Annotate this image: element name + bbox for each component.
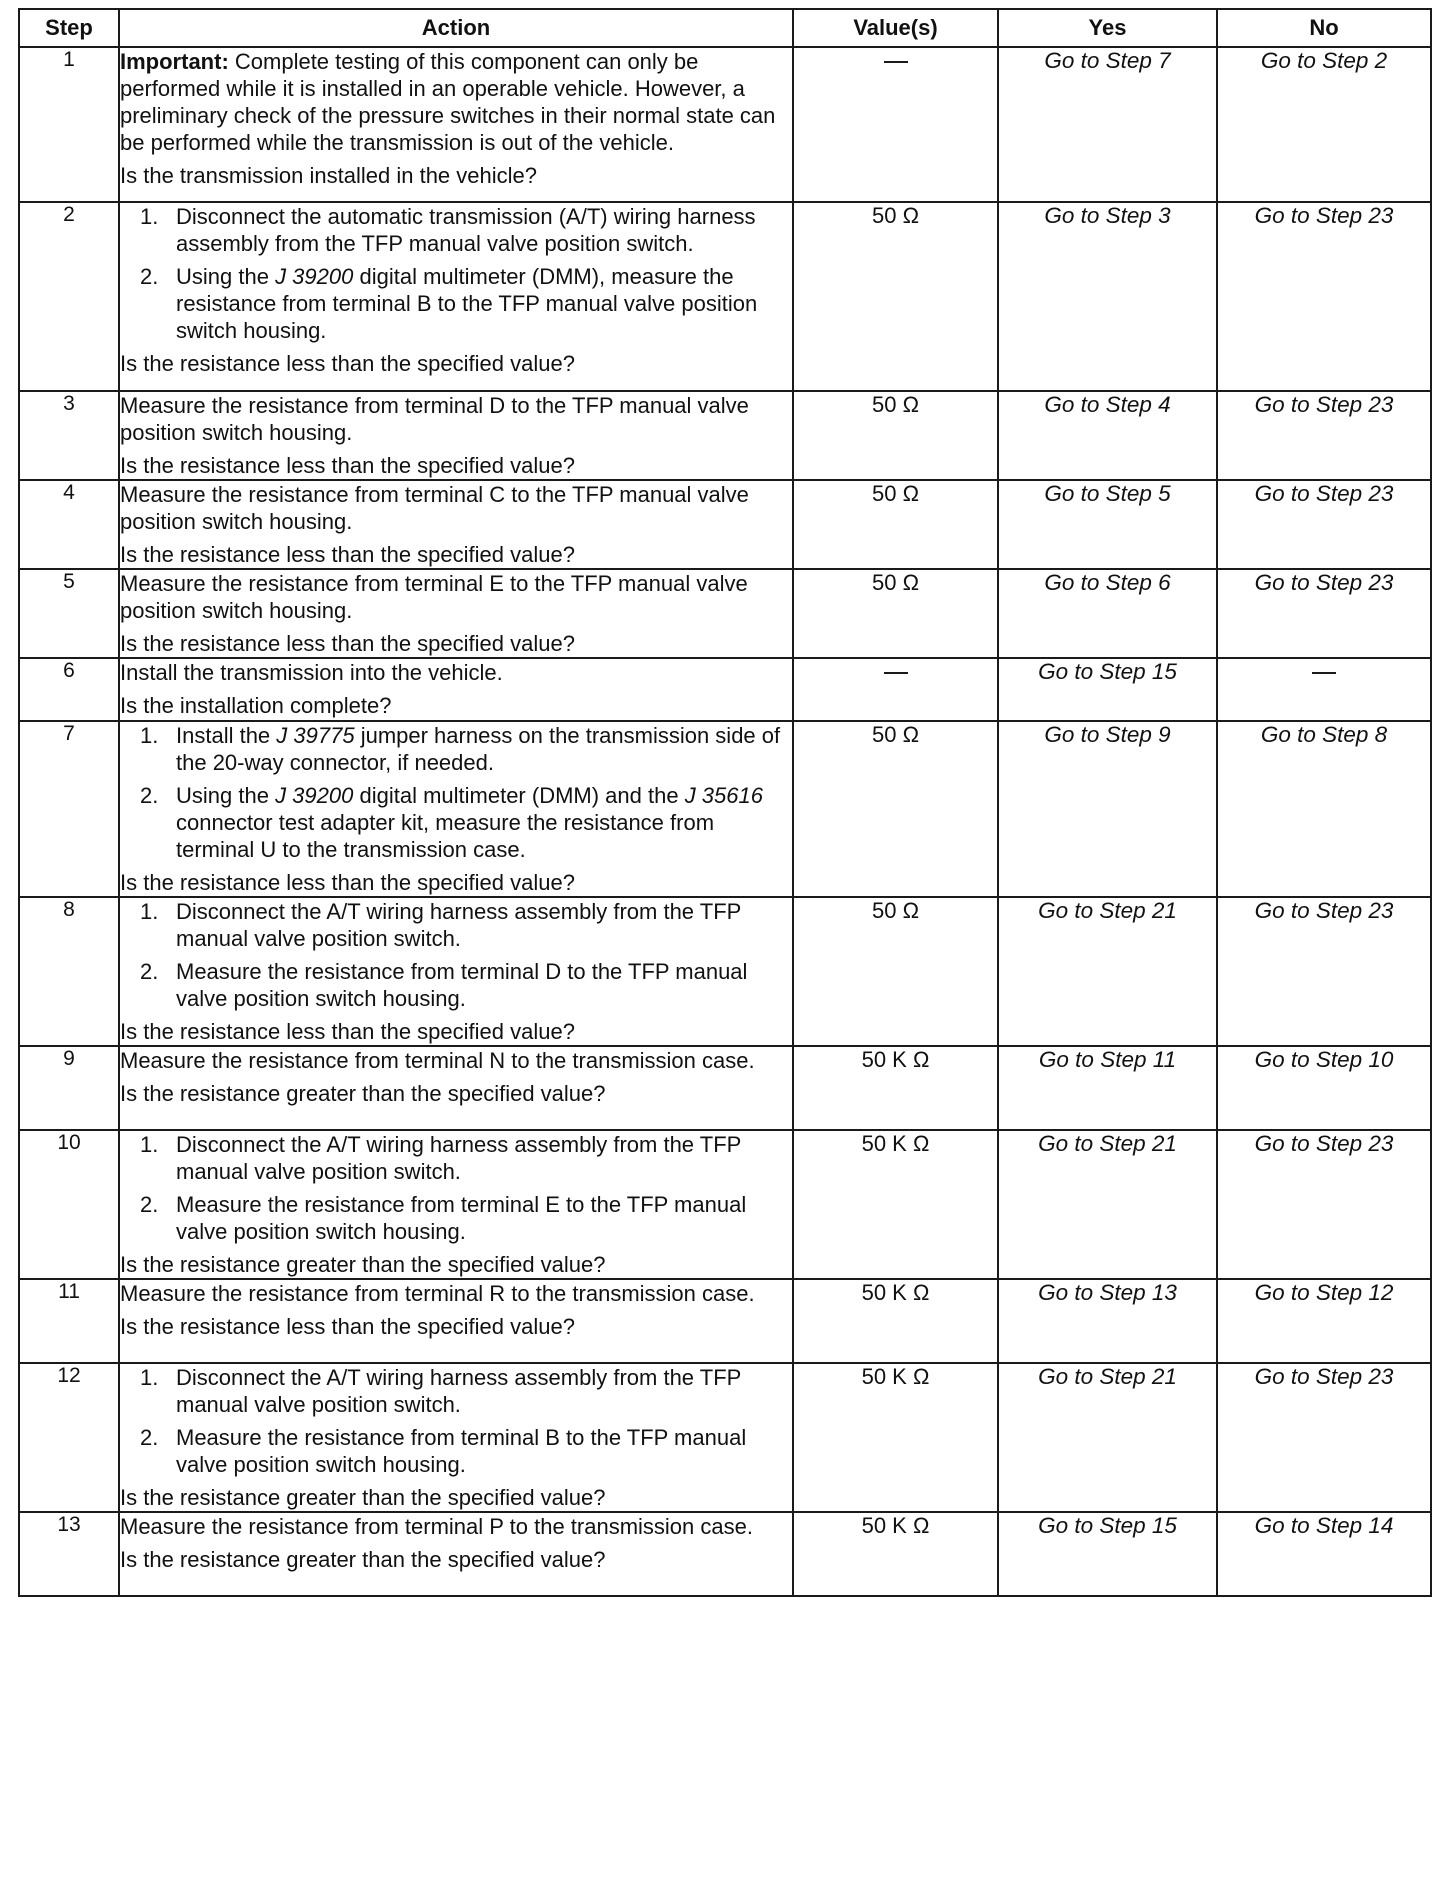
header-step: Step [19, 9, 119, 47]
substep-item [120, 722, 792, 776]
no-action [1217, 658, 1431, 721]
action-question: Is the resistance less than the specified value? [120, 1019, 575, 1044]
no-action: Go to Step 23 [1217, 1130, 1431, 1279]
action-question: Is the installation complete? [120, 693, 392, 718]
substep-text: connector test adapter kit, measure the resistance from terminal U to the transmission case. [176, 810, 715, 862]
step-number: 12 [19, 1363, 119, 1512]
substep-item [120, 1364, 792, 1418]
substep-item [120, 203, 792, 257]
substep-number: 2. [140, 1425, 159, 1450]
substep-item [120, 1191, 792, 1245]
substep-text: digital multimeter (DMM) and the [353, 783, 685, 808]
action-cell [119, 569, 793, 658]
table-row [19, 480, 1431, 569]
no-action: Go to Step 23 [1217, 202, 1431, 391]
table-row [19, 202, 1431, 391]
action-cell [119, 1279, 793, 1363]
value-cell [793, 480, 998, 569]
yes-action: Go to Step 11 [998, 1046, 1217, 1130]
tool-number: J 35616 [684, 783, 763, 808]
substep-list [120, 898, 792, 1012]
value-cell [793, 569, 998, 658]
yes-action: Go to Step 5 [998, 480, 1217, 569]
yes-action: Go to Step 21 [998, 1363, 1217, 1512]
action-question: Is the resistance greater than the specified value? [120, 1547, 606, 1572]
no-action: Go to Step 23 [1217, 391, 1431, 480]
substep-number: 1. [140, 1365, 159, 1390]
substep-list [120, 1364, 792, 1478]
step-number: 9 [19, 1046, 119, 1130]
substep-text: Measure the resistance from terminal E to the TFP manual valve position switch housing. [176, 1192, 747, 1244]
value-text: 50 Ω [871, 392, 920, 417]
action-cell [119, 1512, 793, 1596]
substep-item [120, 1131, 792, 1185]
action-text: Measure the resistance from terminal E to the TFP manual valve position switch housing. [120, 571, 748, 623]
substep-text: digital multimeter (DMM), measure the resistance from terminal B to the TFP manual valve position switch housing. [176, 264, 758, 343]
action-question: Is the resistance less than the specified value? [120, 870, 575, 895]
value-text: 50 K Ω [861, 1280, 930, 1305]
action-text: Measure the resistance from terminal C to the TFP manual valve position switch housing. [120, 482, 749, 534]
substep-number: 2. [140, 1192, 159, 1217]
substep-text: Install the [176, 723, 277, 748]
tool-number: J 39200 [275, 783, 354, 808]
yes-action: Go to Step 6 [998, 569, 1217, 658]
action-cell [119, 1130, 793, 1279]
table-body [19, 47, 1431, 1596]
value-cell [793, 658, 998, 721]
step-number: 5 [19, 569, 119, 658]
important-note [120, 48, 792, 156]
step-number: 10 [19, 1130, 119, 1279]
tool-number: J 39200 [275, 264, 354, 289]
substep-number: 2. [140, 783, 159, 808]
table-row [19, 658, 1431, 721]
yes-action: Go to Step 13 [998, 1279, 1217, 1363]
table-row [19, 391, 1431, 480]
action-question: Is the resistance less than the specified value? [120, 631, 575, 656]
yes-action: Go to Step 9 [998, 721, 1217, 897]
substep-text: Disconnect the automatic transmission (A/T) wiring harness assembly from the TFP manual valve position switch. [176, 204, 756, 256]
substep-text: Disconnect the A/T wiring harness assembly from the TFP manual valve position switch. [176, 1365, 741, 1417]
action-text: Measure the resistance from terminal R to the transmission case. [120, 1281, 755, 1306]
action-cell [119, 47, 793, 202]
no-action: Go to Step 10 [1217, 1046, 1431, 1130]
value-text: 50 K Ω [861, 1364, 930, 1389]
action-text: Install the transmission into the vehicle. [120, 660, 503, 685]
no-dash [1312, 672, 1336, 674]
value-cell [793, 1130, 998, 1279]
table-row [19, 1046, 1431, 1130]
table-row [19, 47, 1431, 202]
table-row [19, 1130, 1431, 1279]
substep-text: Using the [176, 783, 276, 808]
no-action: Go to Step 2 [1217, 47, 1431, 202]
action-question: Is the resistance less than the specified value? [120, 1314, 575, 1339]
table-row [19, 897, 1431, 1046]
substep-text: Disconnect the A/T wiring harness assembly from the TFP manual valve position switch. [176, 899, 741, 951]
value-text: 50 Ω [871, 898, 920, 923]
step-number: 3 [19, 391, 119, 480]
substep-list [120, 203, 792, 344]
step-number: 11 [19, 1279, 119, 1363]
action-question: Is the resistance less than the specified value? [120, 542, 575, 567]
substep-item [120, 263, 792, 344]
header-no: No [1217, 9, 1431, 47]
action-cell [119, 658, 793, 721]
substep-item [120, 1424, 792, 1478]
substep-text: Measure the resistance from terminal D to the TFP manual valve position switch housing. [176, 959, 748, 1011]
no-action: Go to Step 23 [1217, 569, 1431, 658]
value-text: 50 K Ω [861, 1513, 930, 1538]
step-number: 2 [19, 202, 119, 391]
substep-item [120, 898, 792, 952]
action-cell [119, 721, 793, 897]
action-text: Measure the resistance from terminal P to the transmission case. [120, 1514, 753, 1539]
tool-number: J 39775 [276, 723, 355, 748]
step-number: 1 [19, 47, 119, 202]
no-action: Go to Step 14 [1217, 1512, 1431, 1596]
substep-list [120, 1131, 792, 1245]
value-cell [793, 1046, 998, 1130]
step-number: 6 [19, 658, 119, 721]
header-action: Action [119, 9, 793, 47]
header-values: Value(s) [793, 9, 998, 47]
action-question: Is the resistance less than the specified value? [120, 453, 575, 478]
yes-action: Go to Step 21 [998, 1130, 1217, 1279]
important-label: Important: [120, 49, 229, 74]
action-question: Is the resistance less than the specified value? [120, 351, 575, 376]
no-action: Go to Step 23 [1217, 897, 1431, 1046]
diagnostic-table [18, 8, 1432, 1597]
no-action: Go to Step 8 [1217, 721, 1431, 897]
table-row [19, 721, 1431, 897]
important-text: Complete testing of this component can only be performed while it is installed in an operable vehicle. However, a preliminary check of the pressure switches in their normal state can be performed while the transmission is out of the vehicle. [120, 49, 776, 155]
substep-number: 1. [140, 1132, 159, 1157]
no-action: Go to Step 23 [1217, 1363, 1431, 1512]
substep-item [120, 958, 792, 1012]
yes-action: Go to Step 15 [998, 1512, 1217, 1596]
value-dash [884, 61, 908, 63]
value-dash [884, 672, 908, 674]
action-question: Is the resistance greater than the specified value? [120, 1485, 606, 1510]
action-text: Measure the resistance from terminal D to the TFP manual valve position switch housing. [120, 393, 749, 445]
value-cell [793, 47, 998, 202]
substep-text: Using the [176, 264, 276, 289]
step-number: 13 [19, 1512, 119, 1596]
substep-number: 1. [140, 204, 159, 229]
value-text: 50 K Ω [861, 1047, 930, 1072]
substep-list [120, 722, 792, 863]
substep-number: 1. [140, 723, 159, 748]
yes-action: Go to Step 21 [998, 897, 1217, 1046]
yes-action: Go to Step 3 [998, 202, 1217, 391]
substep-number: 1. [140, 899, 159, 924]
step-number: 7 [19, 721, 119, 897]
substep-item [120, 782, 792, 863]
step-number: 8 [19, 897, 119, 1046]
value-cell [793, 721, 998, 897]
value-text: 50 Ω [871, 722, 920, 747]
table-row [19, 569, 1431, 658]
yes-action: Go to Step 4 [998, 391, 1217, 480]
substep-text: Disconnect the A/T wiring harness assembly from the TFP manual valve position switch. [176, 1132, 741, 1184]
substep-number: 2. [140, 959, 159, 984]
step-number: 4 [19, 480, 119, 569]
action-cell [119, 391, 793, 480]
value-cell [793, 897, 998, 1046]
value-text: 50 Ω [871, 203, 920, 228]
value-cell [793, 1512, 998, 1596]
no-action: Go to Step 23 [1217, 480, 1431, 569]
value-text: 50 Ω [871, 570, 920, 595]
action-question: Is the resistance greater than the specified value? [120, 1081, 606, 1106]
action-cell [119, 480, 793, 569]
value-cell [793, 202, 998, 391]
action-cell [119, 897, 793, 1046]
substep-text: Measure the resistance from terminal B to the TFP manual valve position switch housing. [176, 1425, 747, 1477]
substep-text: jumper harness on the transmission side of the 20-way connector, if needed. [176, 723, 781, 775]
table-row [19, 1279, 1431, 1363]
substep-number: 2. [140, 264, 159, 289]
table-row [19, 1512, 1431, 1596]
action-cell [119, 202, 793, 391]
action-question: Is the resistance greater than the specified value? [120, 1252, 606, 1277]
action-cell [119, 1363, 793, 1512]
value-text: 50 Ω [871, 481, 920, 506]
yes-action: Go to Step 15 [998, 658, 1217, 721]
header-yes: Yes [998, 9, 1217, 47]
no-action: Go to Step 12 [1217, 1279, 1431, 1363]
action-cell [119, 1046, 793, 1130]
yes-action: Go to Step 7 [998, 47, 1217, 202]
value-cell [793, 391, 998, 480]
value-cell [793, 1363, 998, 1512]
value-cell [793, 1279, 998, 1363]
action-question: Is the transmission installed in the vehicle? [120, 163, 537, 188]
action-text: Measure the resistance from terminal N to the transmission case. [120, 1048, 755, 1073]
header-row [19, 9, 1431, 47]
table-row [19, 1363, 1431, 1512]
value-text: 50 K Ω [861, 1131, 930, 1156]
